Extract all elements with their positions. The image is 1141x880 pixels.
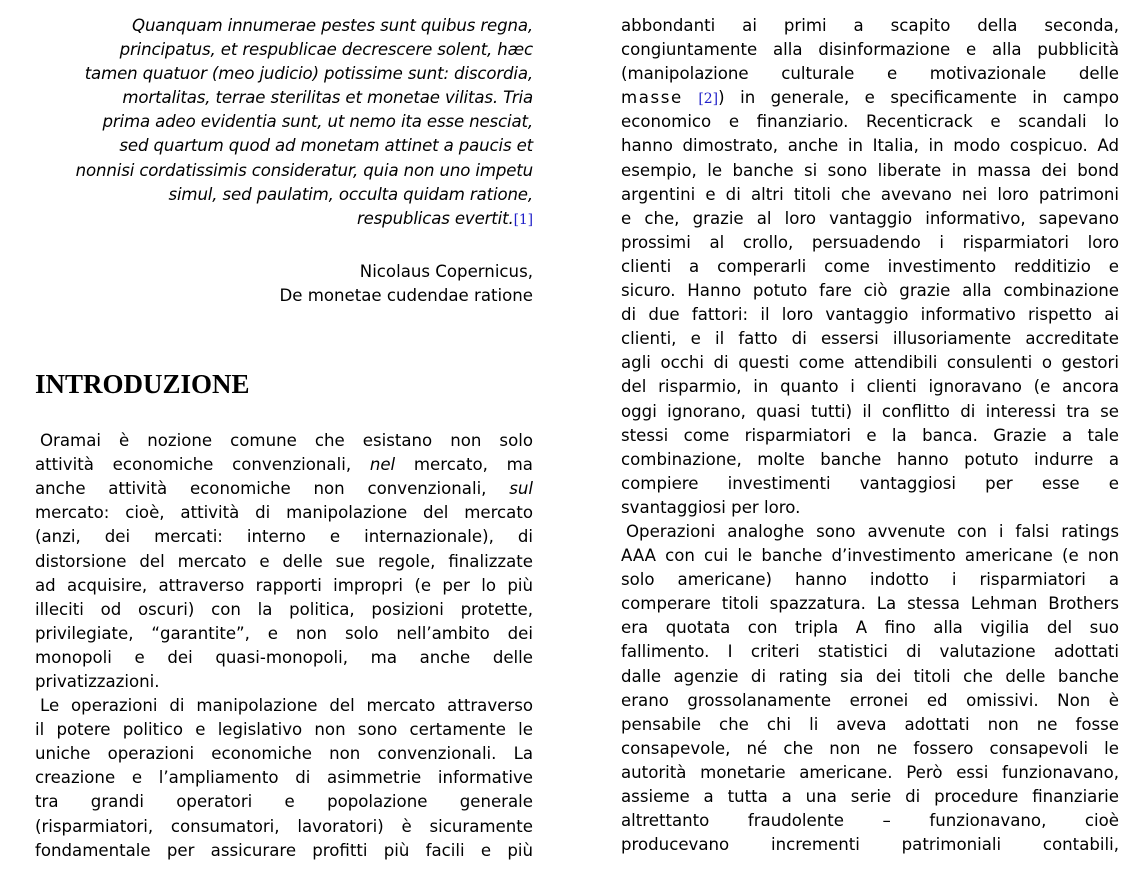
body-line: il potere politico e legislativo non sono certamente le: [35, 720, 533, 740]
paragraph: [35, 694, 533, 863]
epigraph-line: prima adeo evidentia sunt, ut nemo ita esse nesciat,: [102, 112, 533, 132]
body-line: comperare titoli spazzatura. La stessa Lehman Brothers: [621, 594, 1119, 614]
body-line: privilegiate, “garantite”, e non solo nell’ambito dei: [35, 623, 533, 643]
body-line: privatizzazioni.: [35, 671, 160, 691]
body-line: illeciti od oscuri) con la politica, posizioni protette,: [35, 599, 533, 619]
footnote-link-1[interactable]: [1]: [513, 211, 533, 228]
epigraph-author: Nicolaus Copernicus,: [359, 261, 533, 281]
body-line: monopoli e dei quasi-monopoli, ma anche delle: [35, 647, 533, 667]
body-line: assieme a tutta a una serie di procedure finanziarie: [621, 787, 1119, 806]
body-line: prossimi al crollo, persuadendo i risparmiatori loro: [621, 232, 1119, 252]
body-line: clienti, e il fatto di essersi illusoriamente accreditate: [621, 329, 1119, 349]
body-line: consapevole, né che non ne fossero consapevoli le: [621, 738, 1119, 758]
body-line: [35, 453, 533, 477]
body-line: uniche operazioni economiche non convenzionali. La: [35, 744, 533, 764]
body-line: creazione e l’ampliamento di asimmetrie informative: [35, 768, 533, 788]
body-line: distorsione del mercato e delle sue regole, finalizzate: [35, 551, 533, 571]
body-line: argentini e di altri titoli che avevano nei loro patrimoni: [621, 184, 1119, 204]
body-line: del risparmio, in quanto i clienti ignoravano (e ancora: [621, 377, 1119, 397]
body-line: abbondanti ai primi a scapito della seconda,: [621, 16, 1119, 35]
body-line: clienti a comperarli come investimento redditizio e: [621, 256, 1119, 276]
body-line: hanno dimostrato, anche in Italia, in modo cospicuo. Ad: [621, 136, 1119, 156]
left-column: [35, 14, 533, 863]
body-line: (risparmiatori, consumatori, lavoratori) è sicuramente: [35, 816, 533, 836]
body-line: stessi come risparmiatori e la banca. Grazie a tale: [621, 425, 1119, 445]
body-line: erano grossolanamente erronei ed omissivi. Non è: [621, 690, 1119, 710]
body-line: oggi ignorano, quasi tutti) il conflitto di interessi tra se: [621, 401, 1119, 421]
body-line: [35, 477, 533, 501]
body-line: solo americane) hanno indotto i risparmiatori a: [621, 570, 1119, 590]
body-line: Oramai è nozione comune che esistano non solo: [40, 431, 533, 451]
paragraph: [621, 520, 1119, 857]
body-line: mercato: cioè, attività di manipolazione del mercato: [35, 503, 533, 523]
epigraph-line: tamen quatuor (meo judicio) potissime sunt: discordia,: [84, 64, 533, 84]
body-line: altrettanto fraudolente – funzionavano, cioè: [621, 811, 1119, 831]
body-line: ad acquisire, attraverso rapporti impropri (e per lo più: [35, 575, 533, 595]
body-line: AAA con cui le banche d’investimento americane (e non: [621, 546, 1119, 566]
paragraph: [621, 14, 1119, 520]
body-line: era quotata con tripla A fino alla vigilia del suo: [621, 618, 1119, 638]
epigraph-line: simul, sed paulatim, occulta quidam ratione,: [168, 184, 533, 204]
body-line: compiere investimenti vantaggiosi per esse e: [621, 473, 1119, 493]
right-column: [621, 14, 1119, 857]
emphasis-sul: sul: [509, 479, 533, 499]
text-run: mercato, ma: [395, 455, 533, 475]
body-line: di due fattori: il loro vantaggio informativo rispetto ai: [621, 305, 1119, 325]
footnote-link-2[interactable]: [2]: [698, 91, 719, 108]
body-line: esempio, le banche si sono liberate in massa dei bond: [621, 160, 1119, 180]
body-line: Le operazioni di manipolazione del mercato attraverso: [40, 696, 533, 716]
body-line: tra grandi operatori e popolazione generale: [35, 792, 533, 812]
body-line: autorità monetarie americane. Però essi funzionavano,: [621, 762, 1119, 782]
body-line: Operazioni analoghe sono avvenute con i falsi ratings: [626, 521, 1119, 541]
body-line: fallimento. I criteri statistici di valutazione adottati: [621, 642, 1119, 662]
emphasis-nel: nel: [369, 455, 396, 475]
epigraph: [35, 14, 533, 231]
body-line: congiuntamente alla disinformazione e alla pubblicità: [621, 40, 1119, 60]
body-line: fondamentale per assicurare profitti più facili e più: [35, 840, 533, 860]
body-line: producevano incrementi patrimoniali contabili,: [621, 835, 1119, 855]
epigraph-line: principatus, et respublicae decrescere solent, hæc: [119, 40, 533, 60]
text-run: anche attività economiche non convenzionali,: [35, 479, 510, 499]
body-line: e che, grazie al loro vantaggio informativo, sapevano: [621, 208, 1119, 228]
body-line: svantaggiosi per loro.: [621, 497, 801, 517]
epigraph-line: sed quartum quod ad monetam attinet a paucis et: [119, 136, 533, 156]
text-run: attività economiche convenzionali,: [35, 455, 370, 475]
epigraph-line: Quanquam innumerae pestes sunt quibus regna,: [132, 16, 533, 35]
body-line: combinazione, molte banche hanno potuto indurre a: [621, 449, 1119, 469]
paragraph: [35, 429, 533, 694]
body-line: pensabile che chi li aveva adottati non ne fosse: [621, 714, 1119, 734]
body-line: dalle agenzie di rating sia dei titoli che delle banche: [621, 666, 1119, 686]
body-line: sicuro. Hanno potuto fare ciò grazie alla combinazione: [621, 281, 1119, 301]
epigraph-line-text: respublicas evertit.: [356, 208, 514, 228]
text-run: masse: [621, 88, 683, 108]
epigraph-line: mortalitas, terrae sterilitas et monetae vilitas. Tria: [122, 88, 533, 108]
body-line: (manipolazione culturale e motivazionale delle: [621, 64, 1119, 84]
text-run: ) in generale, e specificamente in campo: [718, 88, 1119, 108]
epigraph-last-line: [35, 207, 533, 231]
body-line: economico e finanziario. Recenticrack e scandali lo: [621, 112, 1119, 132]
body-line: (anzi, dei mercati: interno e internazionale), di: [35, 527, 533, 547]
epigraph-work: De monetae cudendae ratione: [279, 285, 533, 305]
section-heading: INTRODUZIONE: [35, 369, 250, 400]
epigraph-line: nonnisi cordatissimis consideratur, quia non uno impetu: [75, 160, 533, 180]
body-line: agli occhi di questi come attendibili consulenti o gestori: [621, 353, 1119, 373]
body-line: [621, 86, 1119, 110]
